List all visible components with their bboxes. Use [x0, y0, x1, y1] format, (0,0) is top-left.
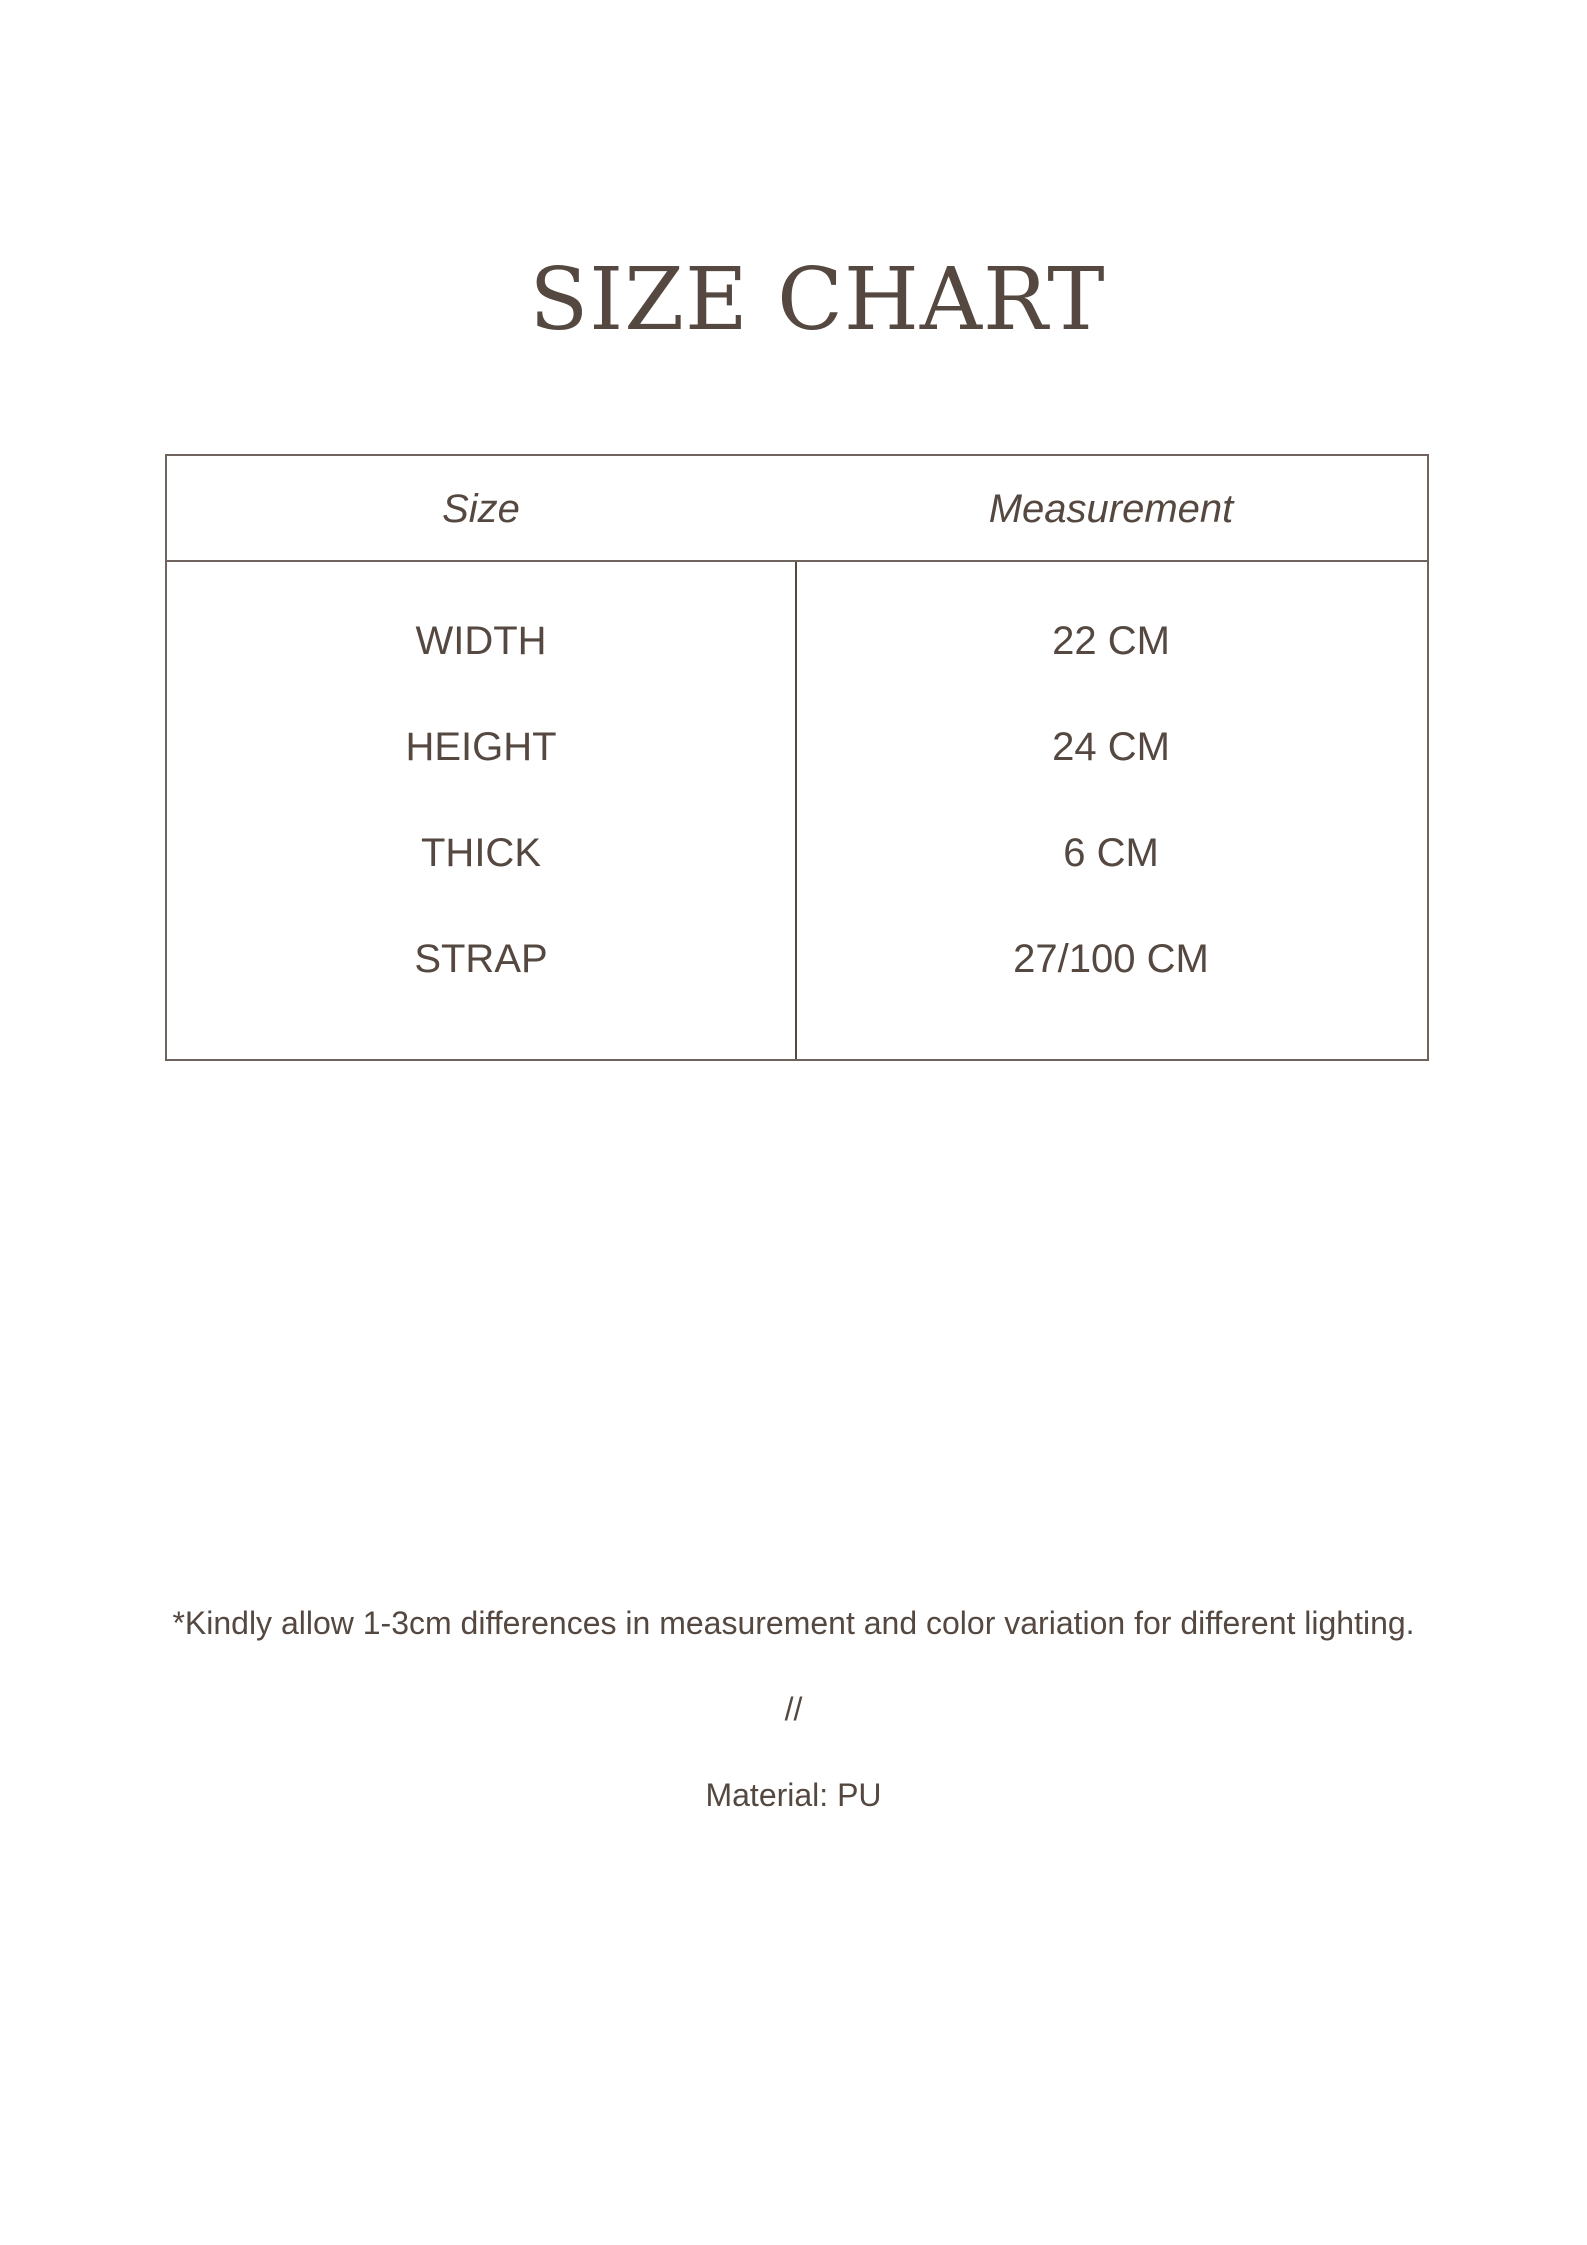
- row-height-measurement: 24 CM: [1052, 725, 1170, 769]
- row-thick-measurement: 6 CM: [1063, 831, 1159, 875]
- disclaimer-note: *Kindly allow 1-3cm differences in measurement and color variation for different lighting.: [172, 1605, 1415, 1641]
- row-strap-measurement: 27/100 CM: [1013, 937, 1209, 981]
- row-thick-size: THICK: [421, 831, 541, 875]
- separator-text: //: [784, 1691, 803, 1727]
- row-height-size: HEIGHT: [405, 725, 557, 769]
- size-column-header: Size: [442, 487, 520, 531]
- page-title: SIZE CHART: [529, 250, 1106, 350]
- size-table: [165, 454, 1429, 1061]
- measurement-column-header: Measurement: [988, 487, 1234, 531]
- row-width-measurement: 22 CM: [1052, 619, 1170, 663]
- table-header-row: [167, 456, 1427, 562]
- row-width-size: WIDTH: [415, 619, 547, 663]
- material-note: Material: PU: [705, 1777, 882, 1813]
- row-strap-size: STRAP: [414, 937, 548, 981]
